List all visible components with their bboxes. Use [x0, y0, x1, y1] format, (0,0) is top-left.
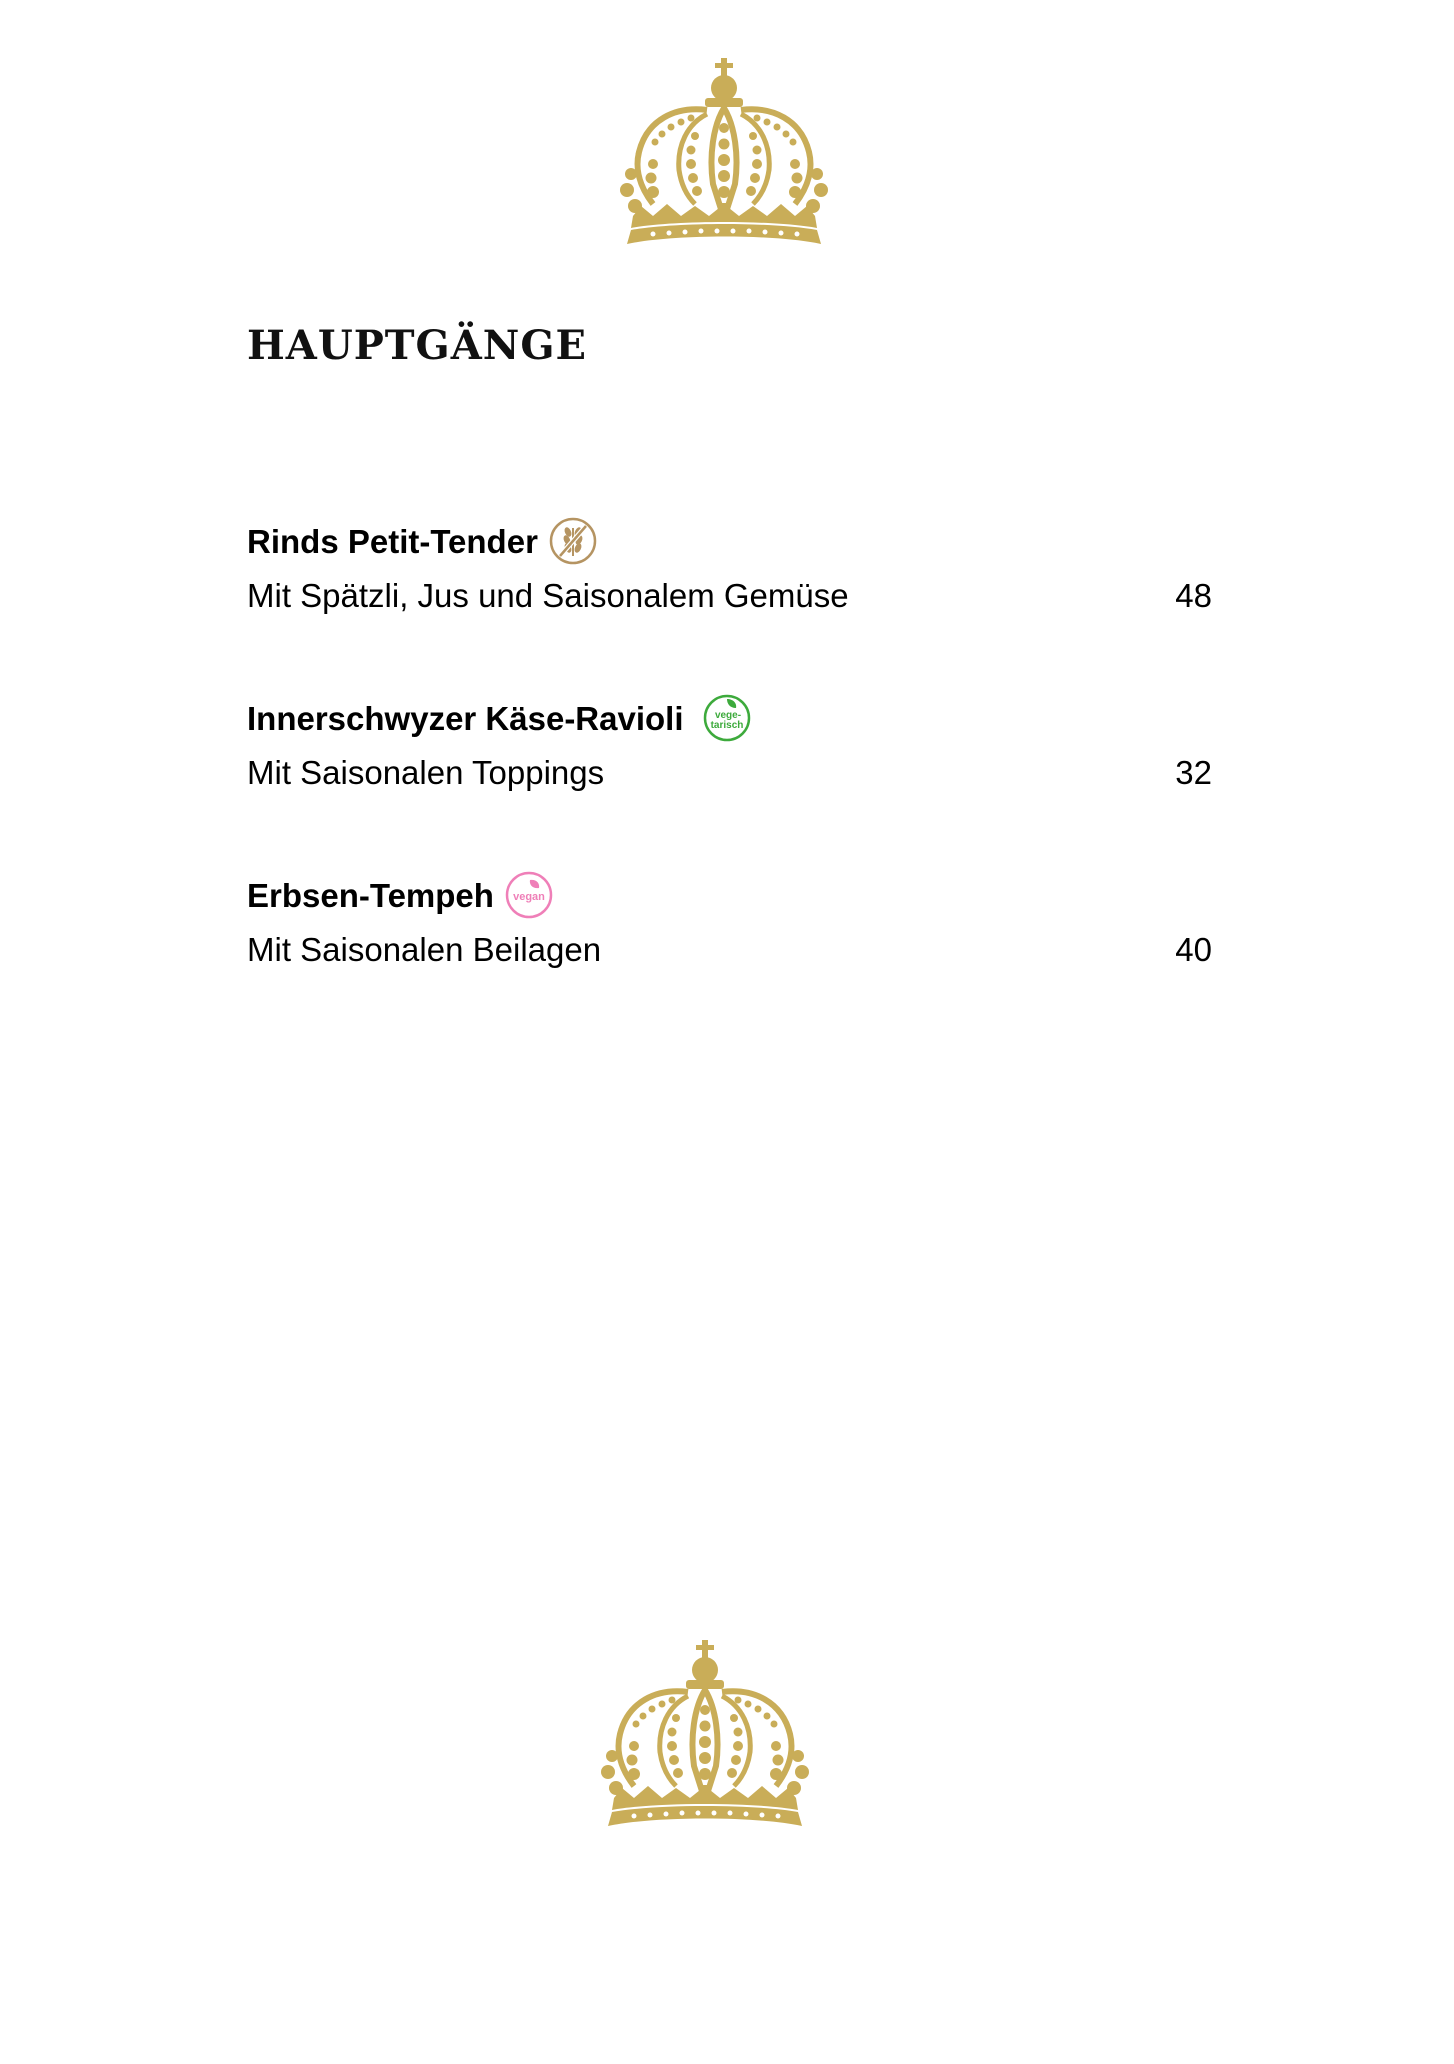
- dish-list: [247, 516, 1212, 1047]
- gluten-free-icon: [548, 516, 598, 566]
- dish-description: Mit Spätzli, Jus und Saisonalem Gemüse: [247, 577, 849, 614]
- vegan-badge-text: vegan: [513, 891, 545, 903]
- dish-description-row: [247, 753, 1212, 793]
- dish-description-row: [247, 930, 1212, 970]
- dish-item-rinds-petit-tender: [247, 516, 1212, 693]
- dish-price: 48: [1175, 577, 1212, 614]
- dish-name-row: [247, 693, 1212, 743]
- section-title: HAUPTGÄNGE: [247, 322, 587, 369]
- dish-description: Mit Saisonalen Toppings: [247, 754, 605, 791]
- dish-name: Innerschwyzer Käse-Ravioli: [247, 699, 684, 737]
- dish-name: Erbsen-Tempeh: [247, 876, 494, 914]
- crown-logo-bottom-icon: [576, 1638, 836, 1830]
- vegetarian-badge-text-bottom: tarisch: [710, 720, 743, 731]
- dish-description: Mit Saisonalen Beilagen: [247, 931, 602, 968]
- dish-name-row: [247, 516, 1212, 566]
- dish-description-row: [247, 576, 1212, 616]
- dish-price: 32: [1175, 754, 1212, 791]
- vegetarian-icon: [702, 693, 752, 743]
- dish-item-erbsen-tempeh: [247, 870, 1212, 1047]
- vegan-icon: [504, 870, 554, 920]
- dish-name-row: [247, 870, 1212, 920]
- crown-logo-top-icon: [595, 56, 855, 248]
- dish-price: 40: [1175, 931, 1212, 968]
- dish-item-kaese-ravioli: [247, 693, 1212, 870]
- dish-name: Rinds Petit-Tender: [247, 522, 538, 560]
- vegetarian-badge-text-top: vege-: [714, 710, 741, 721]
